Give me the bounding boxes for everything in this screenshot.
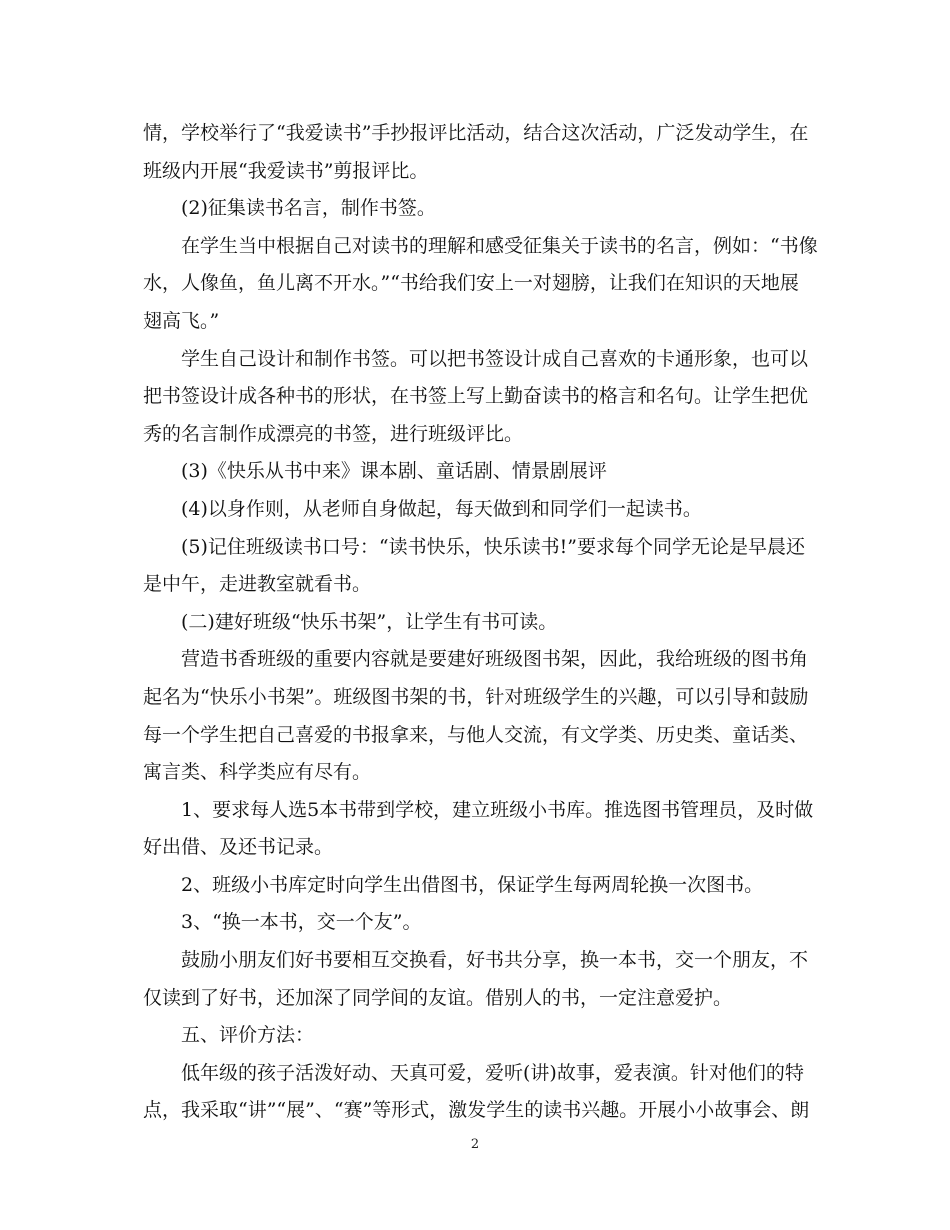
text-line: 好出借、及还书记录。 [143,836,334,859]
text-line: (二)建好班级“快乐书架”，让学生有书可读。 [181,610,558,633]
text-line: 鼓励小朋友们好书要相互交换看，好书共分享，换一本书，交一个朋友，不 [181,949,809,972]
text-line: 学生自己设计和制作书签。可以把书签设计成自己喜欢的卡通形象，也可以 [181,347,809,370]
text-line: 每一个学生把自己喜爱的书报拿来，与他人交流，有文学类、历史类、童话类、 [143,723,809,746]
text-line: 班级内开展“我爱读书”剪报评比。 [143,159,429,182]
text-line: 3、“换一本书，交一个友”。 [181,911,422,934]
text-line: (4)以身作则，从老师自身做起，每天做到和同学们一起读书。 [181,497,702,520]
text-line: 1、要求每人选5本书带到学校，建立班级小书库。推选图书管理员，及时做 [181,798,814,821]
text-line: (2)征集读书名言，制作书签。 [181,197,436,220]
text-line: 在学生当中根据自己对读书的理解和感受征集关于读书的名言，例如：“书像 [181,234,818,257]
text-line: 低年级的孩子活泼好动、天真可爱，爱听(讲)故事，爱表演。针对他们的特 [181,1061,804,1084]
page-number: 2 [470,1137,480,1152]
text-line: 情，学校举行了“我爱读书”手抄报评比活动，结合这次活动，广泛发动学生，在 [143,122,809,144]
text-line: (5)记住班级读书口号：“读书快乐，快乐读书!”要求每个同学无论是早晨还 [181,535,805,558]
document-body [143,115,818,1130]
text-line: 起名为“快乐小书架”。班级图书架的书，针对班级学生的兴趣，可以引导和鼓励 [143,685,809,708]
text-line: 五、评价方法： [181,1024,315,1047]
text-line: 把书签设计成各种书的形状，在书签上写上勤奋读书的格言和名句。让学生把优 [143,385,809,408]
text-line: 秀的名言制作成漂亮的书签，进行班级评比。 [143,422,524,445]
text-line: 是中午，走进教室就看书。 [143,573,372,596]
text-line: 营造书香班级的重要内容就是要建好班级图书架，因此，我给班级的图书角 [181,648,809,671]
text-line: 水，人像鱼，鱼儿离不开水。”“书给我们安上一对翅膀，让我们在知识的天地展 [143,272,799,295]
text-line: (3)《快乐从书中来》课本剧、童话剧、情景剧展评 [181,460,607,483]
text-line: 翅高飞。” [143,309,220,332]
text-line: 寓言类、科学类应有尽有。 [143,761,372,784]
text-line: 点，我采取“讲”“展”、“赛”等形式，激发学生的读书兴趣。开展小小故事会、朗 [143,1099,810,1122]
text-line: 2、班级小书库定时向学生出借图书，保证学生每两周轮换一次图书。 [181,873,764,896]
text-line: 仅读到了好书，还加深了同学间的友谊。借别人的书，一定注意爱护。 [143,986,733,1009]
